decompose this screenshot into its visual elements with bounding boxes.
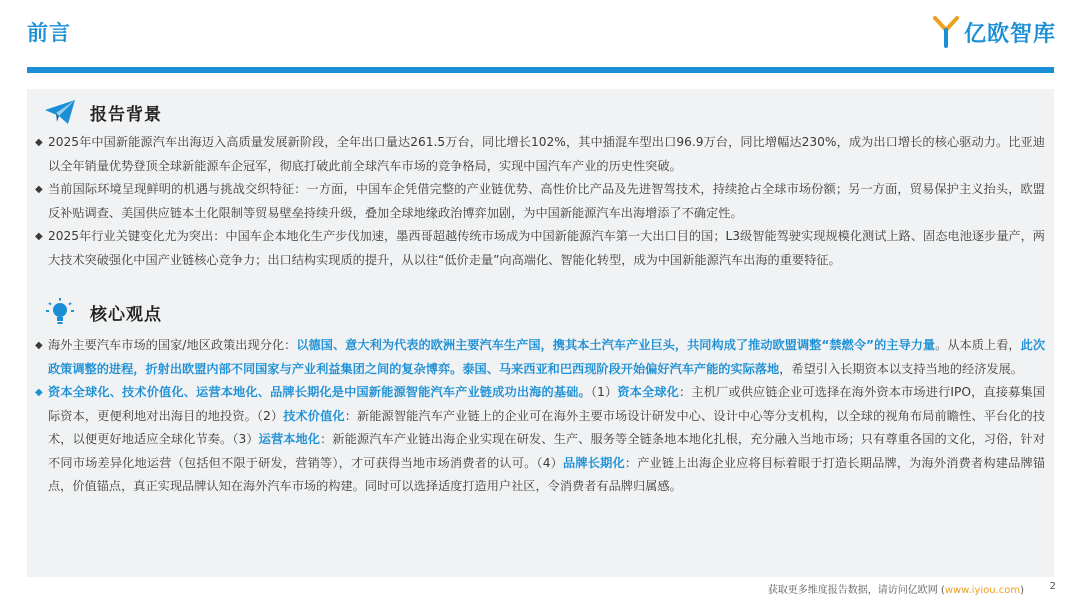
- bullet-item: [35, 381, 1045, 499]
- bullet-highlight: 此次政策调整的进程，折射出欧盟内部不同国家与产业利益集团之间的复杂博弈。泰国、马来西亚和巴西现阶段开始偏好汽车产能的实际落地: [48, 338, 1046, 376]
- section-header-background: [42, 97, 162, 127]
- bullet-highlight: 资本全球化、技术价值化、运营本地化、品牌长期化是中国新能源智能汽车产业链成功出海的基础。: [48, 385, 591, 399]
- bullet-text: ：主机厂或供应链企业可选择在海外资本市场进行IPO，直接募集国际资本，更便利地对出海目的地投资。（2）: [48, 385, 1045, 423]
- page-title: 前言: [27, 21, 71, 45]
- views-bullet-list: [35, 334, 1045, 499]
- bullet-text: 。从本质上看，: [935, 338, 1021, 352]
- bullet-text: 2025年中国新能源汽车出海迈入高质量发展新阶段，全年出口量达261.5万台，同比增长102%，其中插混车型出口96.9万台，同比增幅达230%，成为出口增长的核心驱动力。比亚迪以全年销量优势登顶全球新能源车企冠军，彻底打破此前全球汽车市场的竞争格局，实现中国汽车产业的历史性突破。: [48, 135, 1045, 173]
- diamond-bullet-icon: ◆: [35, 231, 43, 242]
- page-number: 2: [1049, 581, 1056, 592]
- bullet-highlight: 品牌长期化: [563, 455, 625, 470]
- bullet-text: ，希望引入长期资本以支持当地的经济发展。: [779, 361, 1023, 376]
- diamond-bullet-icon: ◆: [35, 387, 43, 398]
- logo-text: 亿欧智库: [963, 21, 1056, 47]
- lightbulb-icon: [42, 297, 78, 327]
- bullet-text: ：新能源智能汽车产业链上的企业可在海外主要市场设计研发中心、设计中心等分支机构，以全球的视角布局前瞻性、平台化的技术，以便更好地适应全球化节奏。（3）: [48, 408, 1046, 446]
- section-title: 报告背景: [90, 104, 162, 125]
- logo-mark-icon: [932, 14, 960, 50]
- bullet-text: ：产业链上出海企业应将目标着眼于打造长期品牌，为海外消费者构建品牌锚点，价值锚点，真正实现品牌认知在海外汽车市场的构建。同时可以选择适度打造用户社区，令消费者有品牌归属感。: [48, 455, 1046, 493]
- bullet-text: 2025年行业关键变化尤为突出：中国车企本地化生产步伐加速，墨西哥超越传统市场成为中国新能源汽车第一大出口目的国；L3级智能驾驶实现规模化测试上路、固态电池逐步量产，两大技术突破强化中国产业链核心竞争力；出口结构实现质的提升，从以往“低价走量”向高端化、智能化转型，成为中国新能源汽车出海的重要特征。: [48, 229, 1045, 267]
- footer-link[interactable]: www.iyiou.com: [944, 585, 1021, 596]
- section-title: 核心观点: [90, 304, 162, 325]
- background-bullet-list: [35, 131, 1045, 272]
- bullet-item: [35, 334, 1045, 381]
- content-panel: [27, 89, 1054, 577]
- diamond-bullet-icon: ◆: [35, 340, 43, 351]
- bullet-item: [35, 225, 1045, 272]
- bullet-text: 海外主要汽车市场的国家/地区政策出现分化：: [48, 338, 297, 352]
- bullet-highlight: 以德国、意大利为代表的欧洲主要汽车生产国，携其本土汽车产业巨头，共同构成了推动欧盟调整“禁燃令”的主导力量: [296, 338, 936, 352]
- bullet-highlight: 技术价值化: [283, 408, 345, 423]
- bullet-highlight: 资本全球化: [617, 385, 680, 399]
- diamond-bullet-icon: ◆: [35, 137, 43, 148]
- footer-text-close: ): [1020, 585, 1024, 596]
- bullet-item: [35, 178, 1045, 225]
- bullet-highlight: 运营本地化: [258, 432, 321, 446]
- footer-text: 获取更多维度报告数据，请访问亿欧网 (: [767, 585, 945, 596]
- logo: [932, 14, 1056, 50]
- paper-plane-icon: [42, 97, 78, 127]
- bullet-text: ：新能源汽车产业链出海企业实现在研发、生产、服务等全链条地本地化扎根，充分融入当地市场；只有尊重各国的文化，习俗，针对不同市场差异化地运营（包括但不限于研发，营销等），才可获得当地市场消费者的认可。（4）: [48, 432, 1046, 470]
- section-header-views: [42, 297, 162, 327]
- bullet-text: 当前国际环境呈现鲜明的机遇与挑战交织特征：一方面，中国车企凭借完整的产业链优势、高性价比产品及先进智驾技术，持续抢占全球市场份额；另一方面，贸易保护主义抬头，欧盟反补贴调查、美国供应链本土化限制等贸易壁垒持续升级，叠加全球地缘政治博弈加剧，为中国新能源汽车出海增添了不确定性。: [48, 182, 1045, 220]
- bullet-text: （1）: [590, 385, 618, 399]
- diamond-bullet-icon: ◆: [35, 184, 43, 195]
- bullet-item: [35, 131, 1045, 178]
- header-divider: [27, 67, 1054, 73]
- footer-note: [768, 581, 1024, 596]
